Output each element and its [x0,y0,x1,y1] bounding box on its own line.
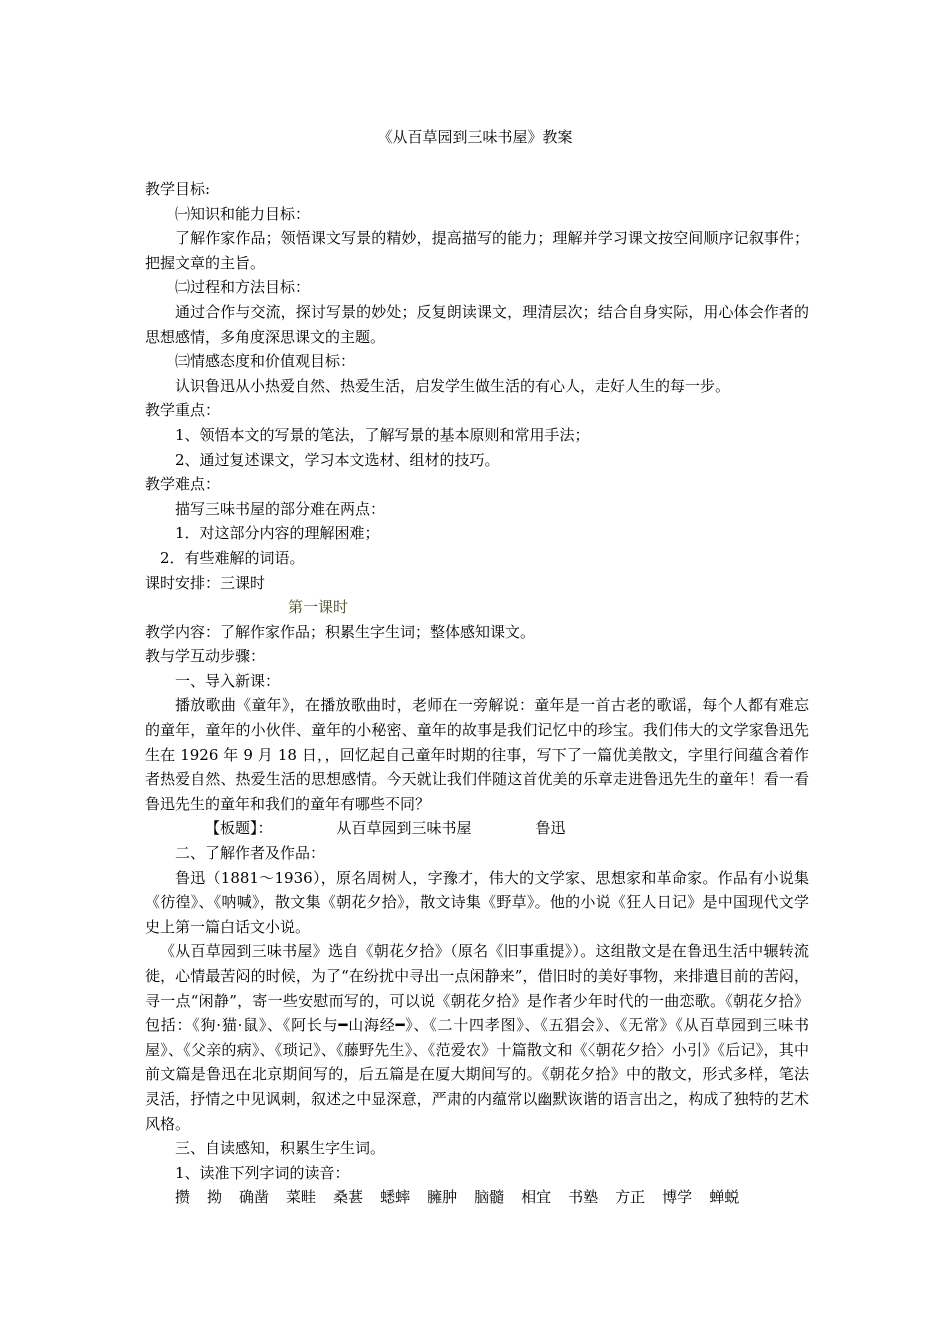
paragraph: 1．对这部分内容的理解困难； [175,524,380,543]
vocabulary-word: 拗 [207,1188,223,1207]
vocabulary-word: 臃肿 [427,1188,458,1207]
paragraph: 三、自读感知，积累生字生词。 [175,1139,386,1158]
paragraph: 鲁迅（1881～1936），原名周树人，字豫才，伟大的文学家、思想家和革命家。作品有小说集《彷徨》、《呐喊》，散文集《朝花夕拾》，散文诗集《野草》。他的小说《狂人日记》是中国现代文学史上第一篇白话文小说。 [145,868,809,936]
paragraph: 教学目标: [145,180,211,198]
paragraph: ㈢情感态度和价值观目标： [175,352,356,371]
paragraph: 了解作家作品；领悟课文写景的精妙，提高描写的能力；理解并学习课文按空间顺序记叙事件；把握文章的主旨。 [145,229,809,272]
paragraph: 教学难点： [145,475,221,494]
vocabulary-word: 蝉蜕 [709,1188,740,1207]
paragraph: 课时安排：三课时 [145,573,266,592]
vocabulary-word: 确凿 [239,1188,270,1207]
paragraph: 二、了解作者及作品： [175,844,326,863]
paragraph: 播放歌曲《童年》，在播放歌曲时，老师在一旁解说：童年是一首古老的歌谣，每个人都有难忘的童年，童年的小伙伴、童年的小秘密、童年的故事是我们记忆中的珍宝。我们伟大的文学家鲁迅先生在 1926 年 9 月 18 日，，回忆起自己童年时期的往事，写下了一篇优美散文，字里行间蕴含着作者热爱自然、热爱生活的思想感情。今天就让我们伴随这首优美的乐章走进鲁迅先生的童年！看一看鲁迅先生的童年和我们的童年有哪些不同？ [145,696,809,813]
paragraph: 教与学互动步骤： [145,647,266,666]
body-part-2 [145,841,809,1185]
vocabulary-word: 书塾 [568,1188,599,1207]
board-author: 鲁迅 [535,819,566,838]
board-label: 【板题】： [205,819,273,838]
paragraph: ㈡过程和方法目标： [175,278,311,297]
paragraph: 一、导入新课： [175,671,281,690]
paragraph: 2．有些难解的词语。 [160,548,305,567]
paragraph: 《从百草园到三味书屋》选自《朝花夕拾》（原名《旧事重提》）。这组散文是在鲁迅生活中辗转流徙，心情最苦闷的时候，为了“在纷扰中寻出一点闲静来”，借旧时的美好事物，来排遣目前的苦闷，寻一点“闲静”，寄一些安慰而写的，可以说《朝花夕拾》是作者少年时代的一曲恋歌。《朝花夕拾》包括：《狗·猫·鼠》、《阿长与━山海经━》、《二十四孝图》、《五猖会》、《无常》《从百草园到三味书屋》、《父亲的病》、《琐记》、《藤野先生》、《范爱农》十篇散文和《〈朝花夕拾〉小引》《后记》，其中前文篇是鲁迅在北京期间写的，后五篇是在厦大期间写的。《朝花夕拾》中的散文，形式多样，笔法灵活，抒情之中见讽刺，叙述之中显深意，严肃的内蕴常以幽默诙谐的语言出之，构成了独特的艺术风格。 [145,942,809,1133]
vocabulary-word: 博学 [662,1188,693,1207]
paragraph: 通过合作与交流，探讨写景的妙处；反复朗读课文，理清层次；结合自身实际，用心体会作者的思想感情，多角度深思课文的主题。 [145,302,809,346]
paragraph: 教学内容：了解作家作品；积累生字生词；整体感知课文。 [145,622,536,641]
paragraph: 教学重点： [145,401,221,420]
paragraph: ㈠知识和能力目标： [175,204,311,223]
vocabulary-list [145,1185,809,1210]
document-body [145,177,809,1210]
vocabulary-word: 脑髓 [474,1188,505,1207]
paragraph: 第一课时 [288,598,349,617]
document-title: 《从百草园到三味书屋》教案 [377,128,573,146]
paragraph: 1、读准下列字词的读音： [175,1163,350,1182]
vocabulary-word: 攒 [175,1188,191,1207]
paragraph: 1、领悟本文的写景的笔法，了解写景的基本原则和常用手法； [175,425,590,444]
board-title-line [145,816,809,841]
board-lesson-title: 从百草园到三味书屋 [336,819,472,838]
vocabulary-word: 桑葚 [333,1188,364,1207]
vocabulary-word: 菜畦 [286,1188,317,1207]
body-part-1 [145,177,809,816]
vocabulary-word: 相宜 [521,1188,552,1207]
paragraph: 描写三味书屋的部分难在两点： [175,499,386,518]
vocabulary-word: 方正 [615,1188,646,1207]
vocabulary-word: 蟋蟀 [380,1188,411,1207]
paragraph: 2、通过复述课文，学习本文选材、组材的技巧。 [175,450,500,469]
paragraph: 认识鲁迅从小热爱自然、热爱生活，启发学生做生活的有心人，走好人生的每一步。 [175,376,731,395]
